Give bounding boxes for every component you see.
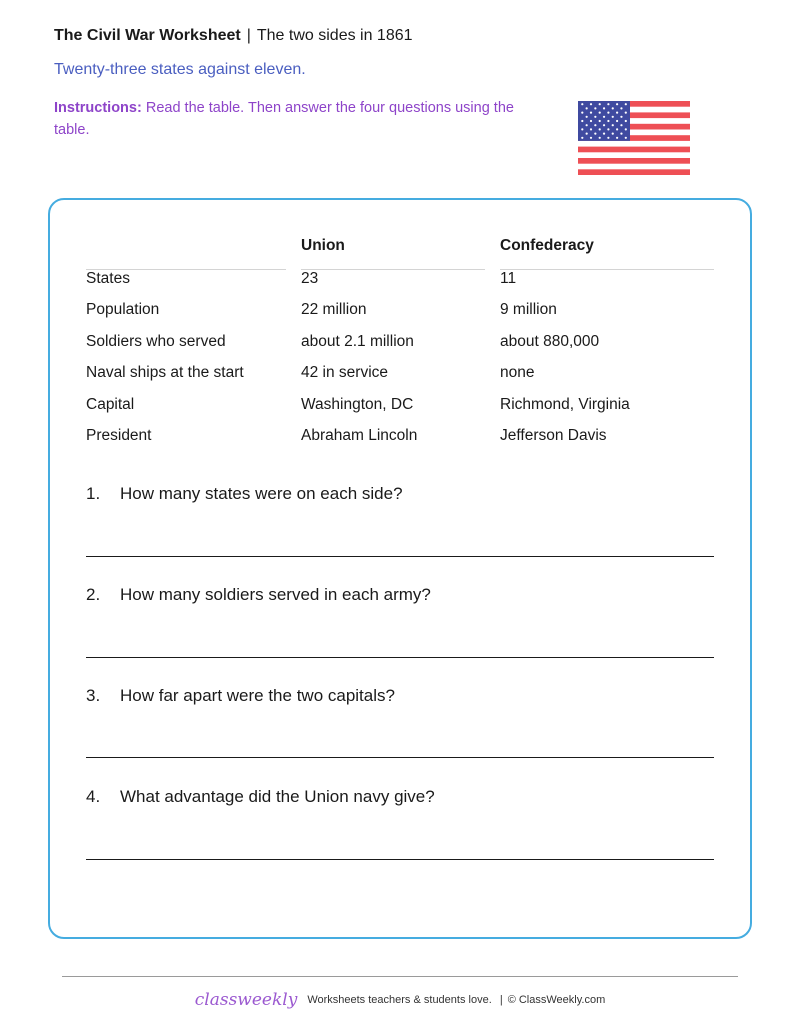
table-cell-confederacy: Jefferson Davis xyxy=(500,427,607,445)
table-cell-label: Naval ships at the start xyxy=(86,364,244,382)
table-cell-union: 42 in service xyxy=(301,364,389,382)
worksheet-title: The Civil War Worksheet xyxy=(54,27,241,44)
us-flag-icon xyxy=(578,101,690,175)
question-text: What advantage did the Union navy give? xyxy=(120,787,435,806)
table-cell-union: Washington, DC xyxy=(301,395,414,413)
instructions-text: Read the table. Then answer the four questions using the table. xyxy=(54,100,514,138)
table-header-union: Union xyxy=(301,237,485,270)
table-header-blank xyxy=(86,237,286,270)
table-header-row xyxy=(86,230,714,263)
question-4 xyxy=(86,787,435,807)
answer-line-1[interactable] xyxy=(86,556,714,557)
question-number: 2. xyxy=(86,585,101,604)
question-number: 3. xyxy=(86,686,101,705)
header-separator: | xyxy=(246,27,251,44)
table-cell-confederacy: none xyxy=(500,364,535,382)
table-cell-confederacy: Richmond, Virginia xyxy=(500,395,630,413)
table-cell-label: States xyxy=(86,269,130,287)
worksheet-header xyxy=(54,27,413,45)
footer-separator: | xyxy=(499,994,503,1006)
worksheet-topic: The two sides in 1861 xyxy=(256,27,413,44)
question-text: How many soldiers served in each army? xyxy=(120,585,431,604)
table-cell-union: Abraham Lincoln xyxy=(301,427,418,445)
question-text: How many states were on each side? xyxy=(120,484,403,503)
worksheet-subtitle: Twenty-three states against eleven. xyxy=(54,61,306,78)
table-header-confederacy: Confederacy xyxy=(500,237,714,270)
answer-line-4[interactable] xyxy=(86,859,714,860)
table-cell-label: Population xyxy=(86,301,160,319)
question-text: How far apart were the two capitals? xyxy=(120,686,395,705)
answer-line-2[interactable] xyxy=(86,657,714,658)
question-1 xyxy=(86,484,403,504)
question-number: 1. xyxy=(86,484,101,503)
table-row xyxy=(86,295,714,327)
instructions-lead: Instructions: xyxy=(54,100,142,116)
table-cell-label: Capital xyxy=(86,395,135,413)
table-row xyxy=(86,389,714,421)
question-2 xyxy=(86,585,431,605)
footer-divider xyxy=(62,976,738,977)
footer-tagline: Worksheets teachers & students love. xyxy=(307,994,492,1006)
footer-copyright: © ClassWeekly.com xyxy=(507,994,606,1006)
comparison-table xyxy=(86,230,714,452)
classweekly-logo: classweekly xyxy=(194,990,298,1010)
table-row xyxy=(86,421,714,453)
answer-line-3[interactable] xyxy=(86,757,714,758)
table-cell-confederacy: about 880,000 xyxy=(500,332,600,350)
table-cell-union: about 2.1 million xyxy=(301,332,414,350)
table-row xyxy=(86,326,714,358)
footer xyxy=(0,990,800,1010)
table-cell-confederacy: 9 million xyxy=(500,301,557,319)
instructions xyxy=(54,97,534,141)
table-cell-label: President xyxy=(86,427,152,445)
table-row xyxy=(86,358,714,390)
table-cell-union: 22 million xyxy=(301,301,367,319)
table-cell-union: 23 xyxy=(301,269,319,287)
question-number: 4. xyxy=(86,787,101,806)
question-3 xyxy=(86,686,395,706)
table-cell-label: Soldiers who served xyxy=(86,332,226,350)
table-cell-confederacy: 11 xyxy=(500,269,517,287)
